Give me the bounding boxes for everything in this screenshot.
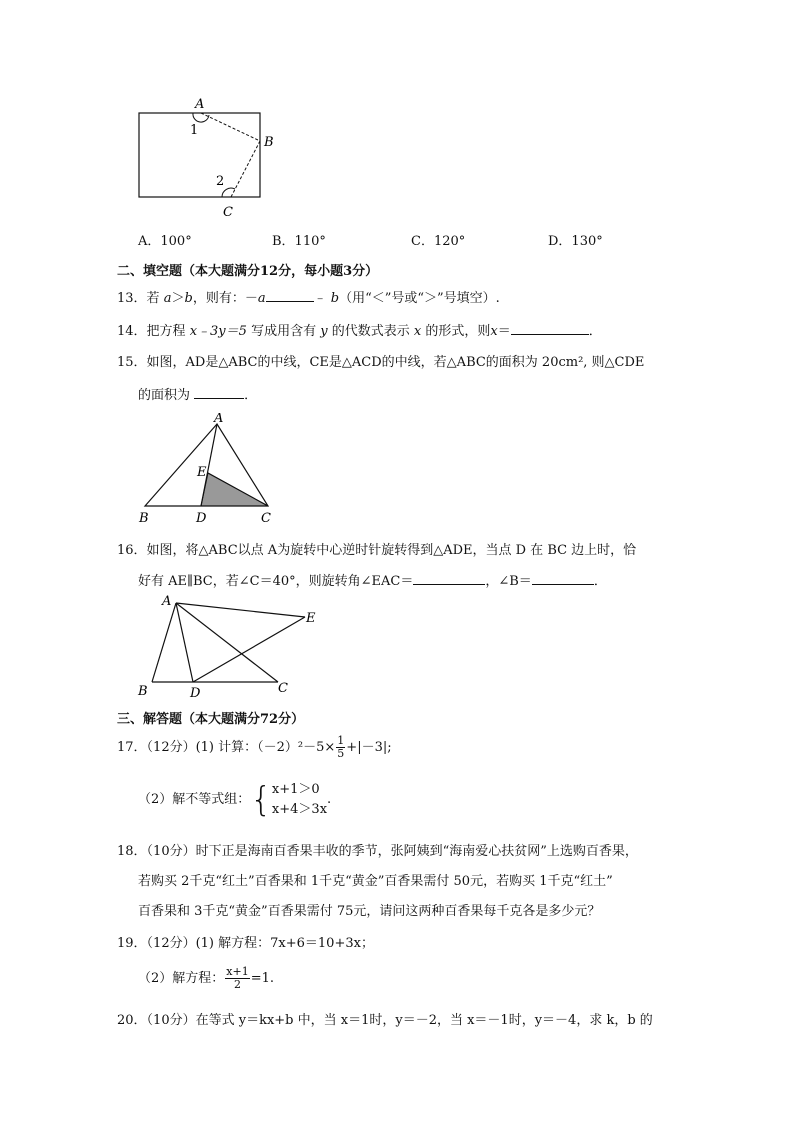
q14-blank[interactable]	[511, 322, 589, 335]
section-3-heading: 三、解答题（本大题满分72分）	[117, 712, 305, 727]
question-15-line1	[117, 354, 644, 372]
inequality-1: x+1＞0	[271, 782, 320, 797]
q13-a2: a	[257, 291, 266, 306]
q13-b2: b	[330, 291, 340, 306]
q16-text3: ，∠B＝	[485, 574, 532, 589]
question-19-line1	[117, 935, 374, 953]
option-a: A．100°	[138, 234, 192, 249]
label-2: 2	[216, 174, 225, 189]
question-18-line2: 若购买 2千克“红土”百香果和 1千克“黄金”百香果需付 50元，若购买 1千克“红土”	[138, 874, 613, 889]
question-13	[117, 289, 500, 308]
q16-blank-1[interactable]	[413, 572, 485, 585]
q15-blank[interactable]	[194, 386, 244, 399]
label-E: E	[197, 465, 207, 480]
q19-frac-num: x+1	[226, 965, 249, 978]
q15-number: 15．	[117, 355, 147, 370]
label-A: A	[195, 97, 205, 112]
q16-blank-2[interactable]	[532, 572, 594, 585]
q15-text: 如图，AD是△ABC的中线，CE是△ACD的中线，若△ABC的面积为 20cm², 则△CDE	[146, 355, 645, 370]
label-A: A	[162, 594, 172, 609]
section-2-heading: 二、填空题（本大题满分12分，每小题3分）	[117, 264, 379, 279]
q19-text2: （2）解方程：	[138, 971, 225, 986]
q17-frac-num: 1	[337, 734, 345, 747]
q20-number: 20．	[117, 1013, 147, 1028]
brace-icon: {	[250, 780, 272, 820]
q16-text2: 好有 AE∥BC，若∠C＝40°，则旋转角∠EAC＝	[138, 574, 414, 589]
q13-number: 13．	[117, 291, 147, 306]
label-D: D	[196, 511, 207, 526]
q16-text: 如图，将△ABC以点 A为旋转中心逆时针旋转得到△ADE，当点 D 在 BC 边上时，恰	[146, 543, 637, 558]
option-d: D．130°	[548, 234, 603, 249]
q16-number: 16．	[117, 543, 147, 558]
question-19-line2	[138, 966, 274, 991]
label-B: B	[138, 684, 148, 699]
q14-text5: ＝	[497, 324, 511, 339]
q14-x2: x	[490, 324, 498, 339]
q14-equation: x﹣3y＝5	[189, 324, 247, 339]
q13-text3: ﹣	[313, 291, 327, 306]
q13-text2: ，则有：－	[192, 291, 258, 306]
figure-q12	[130, 92, 290, 222]
q13-text4: （用“＜”号或“＞”号填空）.	[339, 291, 500, 306]
angle-1-arc	[193, 113, 209, 122]
side-AB	[152, 603, 176, 682]
label-C: C	[261, 511, 271, 526]
dashed-line-AB	[201, 113, 260, 141]
q14-text3: 的代数式表示	[331, 324, 410, 339]
q14-y: y	[320, 324, 328, 339]
q17-frac-den: 5	[337, 747, 345, 760]
question-14	[117, 322, 602, 341]
q19-text-b: =1.	[250, 971, 274, 986]
label-A: A	[214, 413, 224, 426]
option-b: B．110°	[272, 234, 326, 249]
label-E: E	[306, 611, 316, 626]
q17-number: 17．	[117, 740, 147, 755]
q19-number: 19．	[117, 936, 147, 951]
label-1: 1	[190, 123, 199, 138]
inequality-system	[272, 780, 327, 820]
inequality-2: x+4＞3x	[271, 802, 328, 817]
q17-fraction	[336, 735, 345, 760]
q14-number: 14．	[117, 324, 147, 339]
label-C: C	[223, 205, 233, 220]
q17-text2: （2）解不等式组：	[138, 792, 251, 807]
q17-text-b: +|－3|;	[346, 740, 392, 755]
q13-text: 若	[146, 291, 160, 306]
q15-end: ．	[244, 388, 258, 403]
q14-text1: 把方程	[146, 324, 186, 339]
label-B: B	[264, 135, 274, 150]
label-B: B	[139, 511, 149, 526]
q17-text: （12分）(1) 计算：（－2）²－5×	[146, 740, 336, 755]
q18-number: 18．	[117, 844, 147, 859]
question-16-line1	[117, 542, 636, 560]
q14-text4: 的形式，则	[425, 324, 491, 339]
q18-text: （10分）时下正是海南百香果丰收的季节，张阿姨到“海南爱心扶贫网”上选购百香果，	[146, 844, 638, 859]
q14-end: ．	[588, 324, 602, 339]
q19-frac-den: 2	[233, 978, 241, 991]
q19-text: （12分）(1) 解方程：7x+6＝10+3x；	[146, 936, 374, 951]
question-20-line1	[117, 1012, 653, 1030]
q13-gt: ＞	[171, 291, 185, 306]
q16-end: ．	[593, 574, 607, 589]
q17-end: .	[327, 792, 332, 807]
question-15-line2	[138, 386, 257, 405]
q14-text2: 写成用含有	[251, 324, 317, 339]
q15-text2: 的面积为	[138, 388, 191, 403]
question-17-line2	[138, 780, 331, 820]
q13-blank[interactable]	[266, 289, 314, 302]
figure-q15	[130, 413, 290, 528]
rectangle-shape	[139, 113, 260, 197]
option-c: C．120°	[411, 234, 466, 249]
q14-x: x	[413, 324, 422, 339]
label-C: C	[278, 681, 288, 696]
side-AE	[176, 603, 305, 617]
label-D: D	[190, 686, 201, 701]
q13-a: a	[163, 291, 172, 306]
side-DE	[193, 617, 305, 682]
dashed-line-BC	[231, 141, 260, 197]
figure-q16	[130, 593, 330, 703]
question-18-line3: 百香果和 3千克“黄金”百香果需付 75元，请问这两种百香果每千克各是多少元？	[138, 904, 601, 919]
question-18-line1	[117, 843, 638, 861]
side-AC	[176, 603, 278, 682]
question-17-line1	[117, 735, 392, 760]
question-16-line2	[138, 572, 607, 591]
q20-text: （10分）在等式 y＝kx+b 中，当 x＝1时，y＝－2，当 x＝－1时，y＝－4，求 k，b 的	[146, 1013, 653, 1028]
angle-2-arc	[222, 188, 235, 197]
q19-fraction	[225, 966, 249, 991]
q13-b: b	[184, 291, 193, 306]
